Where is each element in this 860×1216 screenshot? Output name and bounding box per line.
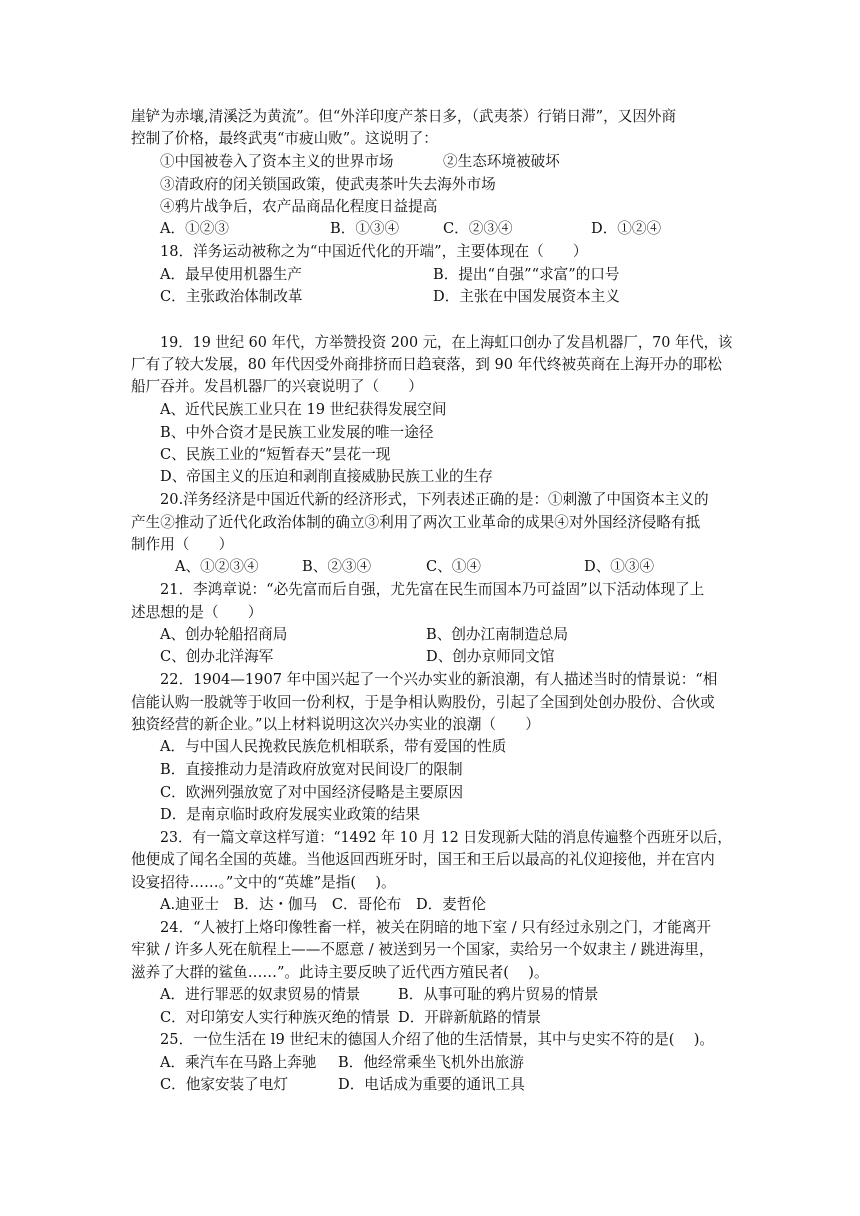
q20-option-b: B、②③④ <box>302 558 372 575</box>
q25-option-c: C．他家安装了电灯 <box>160 1076 288 1093</box>
q17-option-c: C．②③④ <box>443 220 513 237</box>
q21-option-b: B、创办江南制造总局 <box>426 626 569 643</box>
q18-stem: 18．洋务运动被称之为“中国近代化的开端”，主要体现在（ ） <box>160 243 588 260</box>
q17-continuation-line-2: 控制了价格，最终武夷“市疲山败”。这说明了： <box>131 130 438 147</box>
q17-option-a: A．①②③ <box>160 220 229 237</box>
q24-option-d: D．开辟新航路的情景 <box>398 1009 542 1026</box>
q20-option-c: C、①④ <box>426 558 481 575</box>
q25-option-b: B．他经常乘坐飞机外出旅游 <box>338 1054 524 1071</box>
q20-stem-line-3: 制作用（ ） <box>131 536 234 553</box>
q24-stem-line-1: 24．“人被打上烙印像牲畜一样，被关在阴暗的地下室 / 只有经过永别之门，才能离开 <box>160 919 712 936</box>
q21-stem-line-2: 述思想的是（ ） <box>131 604 263 621</box>
q21-stem-line-1: 21．李鸿章说：“必先富而后自强，尤先富在民生而国本乃可益固”以下活动体现了上 <box>160 581 705 598</box>
q22-option-b: B．直接推动力是清政府放宽对民间设厂的限制 <box>160 761 463 778</box>
q20-option-a: A、①②③④ <box>175 558 259 575</box>
q19-stem-line-2: 厂有了较大发展，80 年代因受外商排挤而日趋衰落，到 90 年代终被英商在上海开办的耶松 <box>131 356 723 373</box>
q17-statement-3: ③清政府的闭关锁国政策，使武夷茶叶失去海外市场 <box>160 176 496 193</box>
q22-stem-line-3: 独资经营的新企业。”以上材料说明这次兴办实业的浪潮（ ） <box>131 716 540 733</box>
q21-option-c: C、创办北洋海军 <box>160 648 274 665</box>
q17-continuation-line-1: 崖铲为赤壤,清溪泛为黄流”。但“外洋印度产茶日多，（武夷茶）行销日滞”，又因外商 <box>131 108 677 125</box>
q24-option-a: A．进行罪恶的奴隶贸易的情景 <box>160 986 361 1003</box>
q18-option-d: D．主张在中国发展资本主义 <box>433 288 620 305</box>
q21-option-d: D、创办京师同文馆 <box>426 648 555 665</box>
q19-option-b: B、中外合资才是民族工业发展的唯一途径 <box>160 424 434 441</box>
q24-stem-line-2: 牢狱 / 许多人死在航程上——不愿意 / 被送到另一个国家，卖给另一个奴隶主 / 跳进海里， <box>131 941 714 958</box>
q19-option-c: C、民族工业的“短暂春天”昙花一现 <box>160 446 391 463</box>
q25-stem: 25．一位生活在 l9 世纪末的德国人介绍了他的生活情景，其中与史实不符的是( )。 <box>160 1031 715 1048</box>
q19-option-a: A、近代民族工业只在 19 世纪获得发展空间 <box>160 401 447 418</box>
q17-statement-1: ①中国被卷入了资本主义的世界市场 <box>160 153 394 170</box>
q22-stem-line-2: 信能认购一股就等于收回一份利权，于是争相认购股份，引起了全国到处创办股份、合伙或 <box>131 694 715 711</box>
q19-stem-line-3: 船厂吞并。发昌机器厂的兴衰说明了（ ） <box>131 378 423 395</box>
q24-option-c: C．对印第安人实行种族灭绝的情景 <box>160 1009 391 1026</box>
q22-stem-line-1: 22．1904—1907 年中国兴起了一个兴办实业的新浪潮，有人描述当时的情景说：“相 <box>160 671 718 688</box>
q17-option-d: D．①②④ <box>591 220 662 237</box>
q23-options: A.迪亚士 B．达・伽马 C．哥伦布 D．麦哲伦 <box>160 896 487 913</box>
q25-option-a: A．乘汽车在马路上奔驰 <box>160 1054 317 1071</box>
q23-stem-line-1: 23．有一篇文章这样写道：“1492 年 10 月 12 日发现新大陆的消息传遍整个西班牙以后， <box>160 829 732 846</box>
q18-option-b: B．提出“自强”“求富”的口号 <box>433 266 620 283</box>
q17-option-b: B．①③④ <box>330 220 400 237</box>
q25-option-d: D．电话成为重要的通讯工具 <box>338 1076 525 1093</box>
q23-stem-line-3: 设宴招待……。”文中的“英雄”是指( )。 <box>131 874 396 891</box>
q20-stem-line-1: 20.洋务经济是中国近代新的经济形式，下列表述正确的是：①刺激了中国资本主义的 <box>160 491 709 508</box>
q24-stem-line-3: 滋养了大群的鲨鱼……”。此诗主要反映了近代西方殖民者( )。 <box>131 964 549 981</box>
q24-option-b: B．从事可耻的鸦片贸易的情景 <box>398 986 599 1003</box>
q22-option-d: D．是南京临时政府发展实业政策的结果 <box>160 806 420 823</box>
q18-option-a: A．最早使用机器生产 <box>160 266 302 283</box>
q19-option-d: D、帝国主义的压迫和剥削直接威胁民族工业的生存 <box>160 468 493 485</box>
q22-option-a: A．与中国人民挽救民族危机相联系，带有爱国的性质 <box>160 738 507 755</box>
q23-stem-line-2: 他便成了闻名全国的英雄。当他返回西班牙时，国王和王后以最高的礼仪迎接他，并在宫内 <box>131 851 715 868</box>
q22-option-c: C．欧洲列强放宽了对中国经济侵略是主要原因 <box>160 784 464 801</box>
q21-option-a: A、创办轮船招商局 <box>160 626 288 643</box>
q19-stem-line-1: 19．19 世纪 60 年代，方举赞投资 200 元，在上海虹口创办了发昌机器厂，70 年代，该 <box>160 334 733 351</box>
q20-option-d: D、①③④ <box>584 558 655 575</box>
q17-statement-2: ②生态环境被破坏 <box>443 153 560 170</box>
q17-statement-4: ④鸦片战争后，农产品商品化程度日益提高 <box>160 198 438 215</box>
q20-stem-line-2: 产生②推动了近代化政治体制的确立③利用了两次工业革命的成果④对外国经济侵略有抵 <box>131 514 701 531</box>
q18-option-c: C．主张政治体制改革 <box>160 288 303 305</box>
